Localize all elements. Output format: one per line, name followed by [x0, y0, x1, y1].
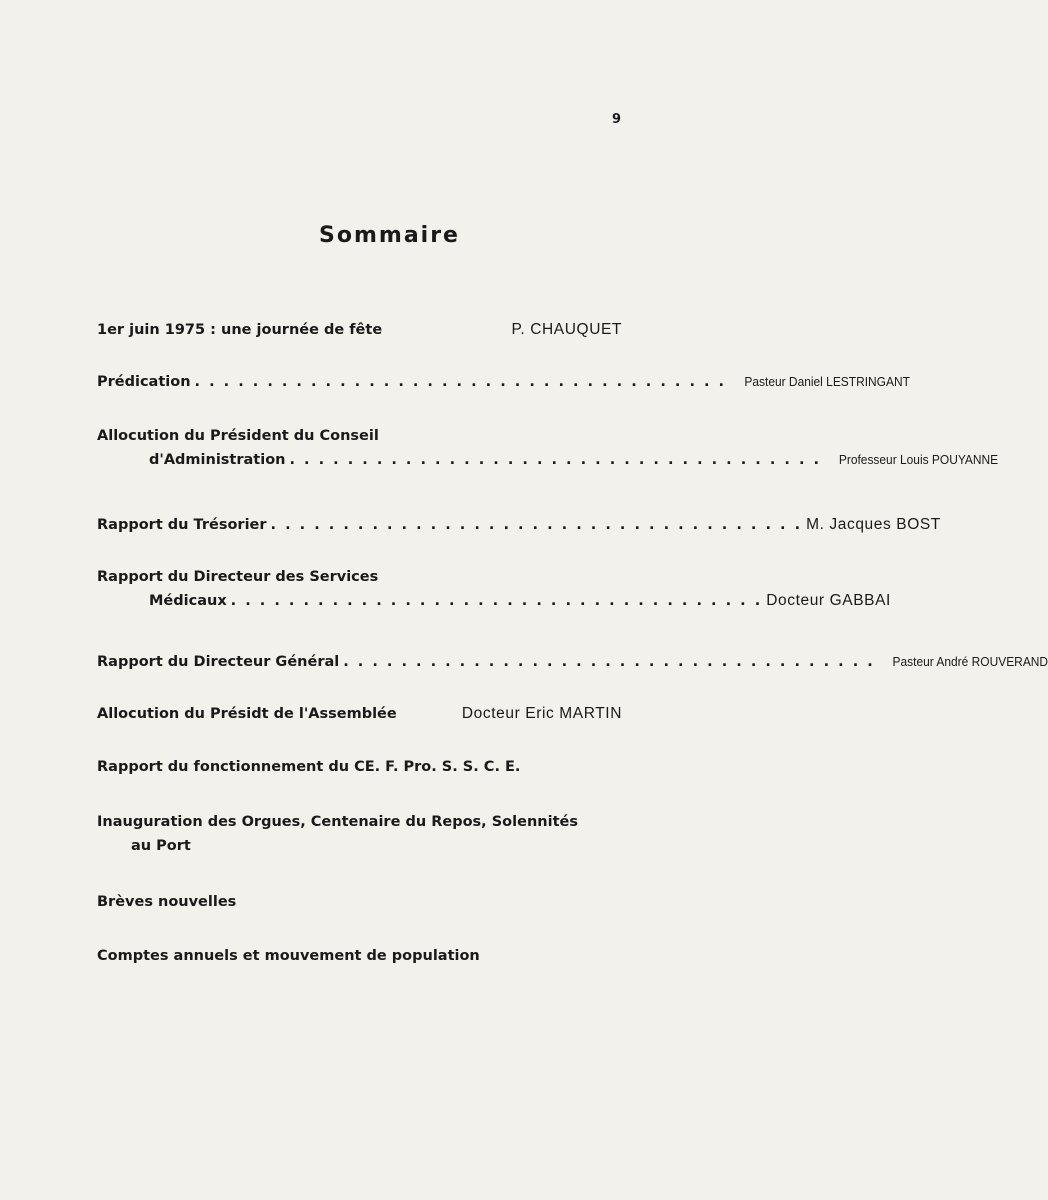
toc-entry-author: Docteur GABBAI — [766, 592, 891, 609]
toc-entry — [97, 565, 891, 613]
toc-entry-author: P. CHAUQUET — [511, 321, 622, 338]
toc-entry-label: Médicaux — [149, 593, 227, 609]
toc-entry-label: Inauguration des Orgues, Centenaire du Repos, Solennités — [97, 814, 578, 830]
toc-entry — [97, 944, 622, 968]
leader-dots: . . . . . . . . . . . . . . . . . . . . . . . . . . . . . . . . . . . . . — [194, 374, 727, 390]
toc-entry-author: Pasteur André ROUVERAND — [892, 654, 1048, 669]
toc-entry-label: Rapport du Directeur des Services — [97, 569, 379, 585]
toc-entry-label: Allocution du Présidt de l'Assemblée — [97, 706, 397, 722]
toc-entry-author: Professeur Louis POUYANNE — [838, 452, 999, 467]
toc-entry — [97, 424, 999, 472]
toc-entry-author: Docteur Eric MARTIN — [461, 705, 622, 722]
toc-entry-label: Rapport du Trésorier — [97, 517, 267, 533]
page-number: 9 — [612, 112, 622, 127]
toc-entry — [97, 513, 941, 537]
toc-entry — [97, 702, 622, 726]
toc-entry-label: Comptes annuels et mouvement de population — [97, 948, 480, 964]
leader-dots: . . . . . . . . . . . . . . . . . . . . . . . . . . . . . . . . . . . . . — [270, 517, 803, 533]
toc-entry — [97, 755, 622, 779]
toc-entry — [97, 650, 1048, 674]
toc-entry — [97, 890, 622, 914]
toc-entry — [97, 318, 622, 342]
toc-entry — [97, 370, 910, 394]
toc-entry-label: Rapport du fonctionnement du CE. F. Pro. S. S. C. E. — [97, 759, 521, 775]
toc-entry-label: Prédication — [97, 374, 191, 390]
toc-entry — [97, 810, 622, 858]
toc-entry-label: au Port — [131, 838, 191, 854]
toc-entry-label: Brèves nouvelles — [97, 894, 237, 910]
toc-entry-author: Pasteur Daniel LESTRINGANT — [744, 374, 910, 389]
leader-dots: . . . . . . . . . . . . . . . . . . . . . . . . . . . . . . . . . . . . . — [289, 452, 822, 468]
toc-entry-label: Allocution du Président du Conseil — [97, 428, 379, 444]
page-title: Sommaire — [319, 223, 460, 248]
toc-entry-label: Rapport du Directeur Général — [97, 654, 340, 670]
toc-entry-label: d'Administration — [149, 452, 286, 468]
leader-dots: . . . . . . . . . . . . . . . . . . . . . . . . . . . . . . . . . . . . . — [230, 593, 763, 609]
leader-dots: . . . . . . . . . . . . . . . . . . . . . . . . . . . . . . . . . . . . . — [343, 654, 875, 670]
toc-entry-label: 1er juin 1975 : une journée de fête — [97, 322, 383, 338]
toc-entry-author: M. Jacques BOST — [806, 516, 941, 533]
